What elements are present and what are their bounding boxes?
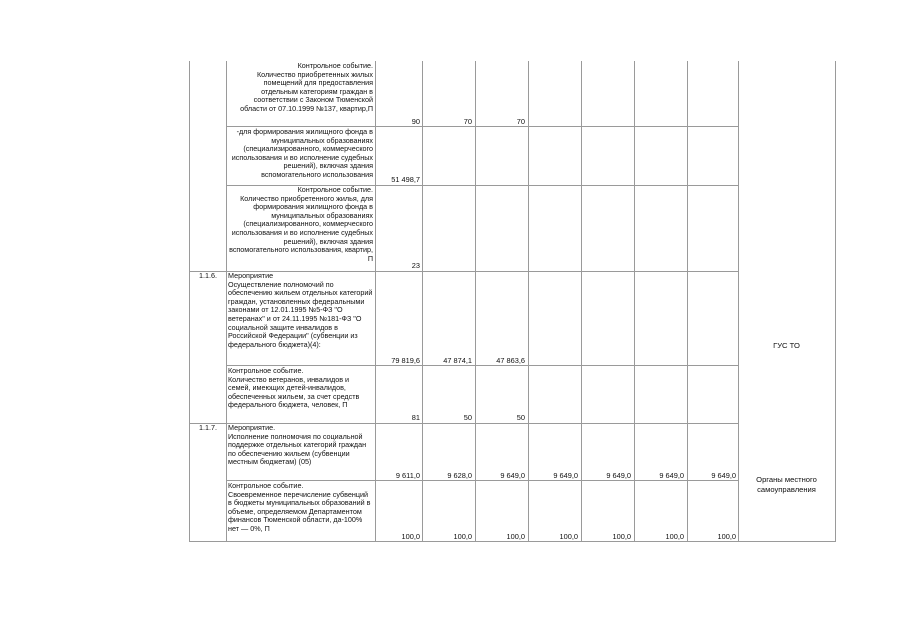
value-cell: 100,0 <box>665 532 684 541</box>
value-cell: 9 649,0 <box>711 471 736 480</box>
row-description: Контрольное событие. Количество приобретенных жилых помещений для предоставления отдельным категориям граждан в соответствии с Законом Тюменской области от 07.10.1999 №137, квартир,П <box>240 62 373 113</box>
executor-gus: ГУС ТО <box>773 342 800 350</box>
value-cell: 70 <box>516 117 525 126</box>
value-cell: 100,0 <box>612 532 631 541</box>
executor-local-government: Органы местного самоуправления <box>756 475 817 494</box>
row-description: -для формирования жилищного фонда в муниципальных образованиях (специализированного, коммерческого использования и во исполнение судебных решений), включая здания вспомогательного использования <box>231 128 373 179</box>
value-cell: 100,0 <box>401 532 420 541</box>
program-table <box>189 61 836 541</box>
row-description: Контрольное событие. Своевременное перечисление субвенций в бюджеты муниципальных образований в объеме, определяемом Департаментом финансов Тюменской области, да-100% нет — 0%, П <box>228 482 371 533</box>
value-cell: 70 <box>463 117 472 126</box>
row-description: Контрольное событие. Количество ветеранов, инвалидов и семей, имеющих детей-инвалидов, обеспеченных жильем, за счет средств федерального бюджета, человек, П <box>228 367 360 410</box>
value-cell: 100,0 <box>506 532 525 541</box>
row-description: Контрольное событие. Количество приобретенного жилья, для формирования жилищного фонда в муниципальных образованиях (специализированного, коммерческого использования и во исполнение судебных решений), включая здания вспомогательного использования, квартир, П <box>229 186 373 263</box>
value-cell: 90 <box>411 117 420 126</box>
value-cell: 9 649,0 <box>659 471 684 480</box>
value-cell: 23 <box>411 261 420 270</box>
value-cell: 79 819,6 <box>391 356 420 365</box>
value-cell: 51 498,7 <box>391 175 420 184</box>
value-cell: 9 628,0 <box>447 471 472 480</box>
value-cell: 9 649,0 <box>500 471 525 480</box>
value-cell: 9 649,0 <box>553 471 578 480</box>
value-cell: 100,0 <box>453 532 472 541</box>
value-cell: 100,0 <box>559 532 578 541</box>
value-cell: 100,0 <box>717 532 736 541</box>
value-cell: 47 863,6 <box>496 356 525 365</box>
value-cell: 50 <box>516 413 525 422</box>
value-cell: 47 874,1 <box>443 356 472 365</box>
row-description: Мероприятие. Исполнение полномочия по социальной поддержке отдельных категорий граждан по обеспечению жильем (субвенции местным бюджетам) (05) <box>228 424 367 467</box>
value-cell: 9 649,0 <box>606 471 631 480</box>
value-cell: 50 <box>463 413 472 422</box>
row-description: Мероприятие Осуществление полномочий по обеспечению жильем отдельных категорий граждан, установленных федеральными законами от 12.01.1995 №5-ФЗ "О ветеранах" и от 24.11.1995 №181-ФЗ "О социальной защите инвалидов в Российской Федерации" (субвенции из федерального бюджета)(4): <box>228 272 373 349</box>
value-cell: 81 <box>411 413 420 422</box>
row-number: 1.1.6. <box>199 272 217 280</box>
value-cell: 9 611,0 <box>395 471 420 480</box>
row-number: 1.1.7. <box>199 424 217 432</box>
